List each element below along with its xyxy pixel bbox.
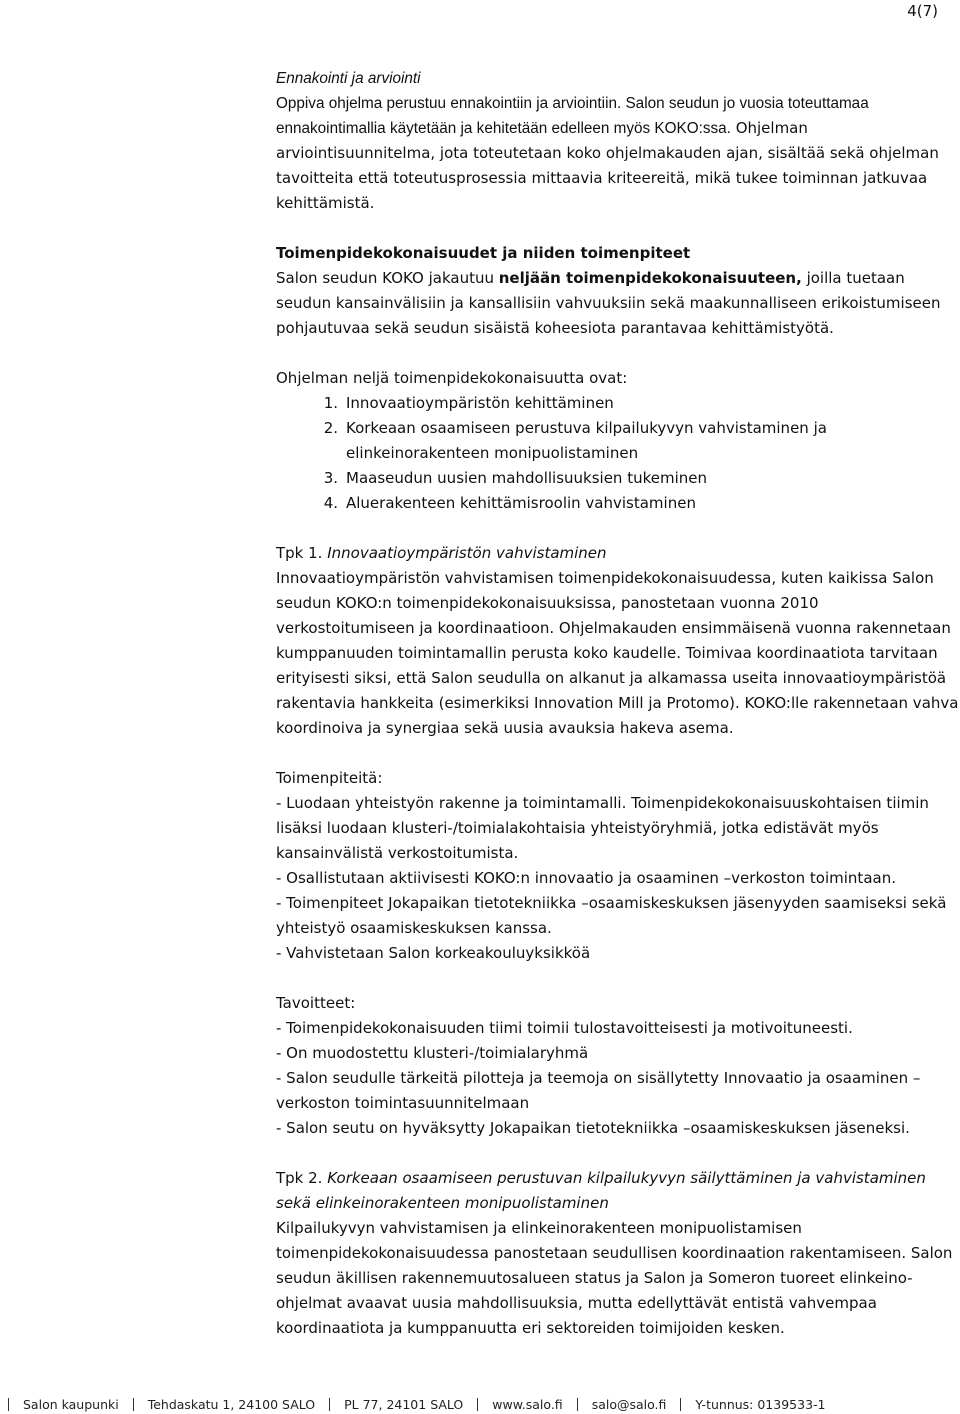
list-number: 4. <box>323 494 338 512</box>
paragraph-text: joilla tuetaan seudun kansainvälisiin ja kansallisiin vahvuuksiin sekä maakunnalliseen erikoistumiseen pohjautuvaa sekä seudun sisäistä koheesiota parantavaa kehittämistyötä. <box>276 269 941 337</box>
page-footer <box>0 1394 960 1414</box>
paragraph <box>276 91 960 216</box>
numbered-list <box>276 391 960 516</box>
bullet-item: - Osallistutaan aktiivisesti KOKO:n innovaatio ja osaaminen –verkoston toimintaan. <box>276 869 896 887</box>
tavoitteet-section <box>276 991 960 1141</box>
footer-item: Salon kaupunki <box>23 1396 119 1412</box>
tpk-title: Innovaatioympäristön vahvistaminen <box>322 544 607 562</box>
tpk-label: Tpk 2. <box>276 1169 323 1187</box>
footer-separator <box>577 1398 578 1411</box>
subheading: Tavoitteet: <box>276 994 356 1012</box>
section-tpk2 <box>276 1166 960 1341</box>
tpk-title: Korkeaan osaamiseen perustuvan kilpailukyvyn säilyttäminen ja vahvistaminen sekä elinkeinorakenteen monipuolistaminen <box>276 1169 926 1212</box>
section-tpk1 <box>276 541 960 741</box>
paragraph <box>276 266 960 341</box>
list-text: Maaseudun uusien mahdollisuuksien tukeminen <box>346 469 707 487</box>
bullet-item: - Toimenpidekokonaisuuden tiimi toimii tulostavoitteisesti ja motivoituneesti. <box>276 1019 853 1037</box>
paragraph-text: Ohjelman arviointisuunnitelma, jota toteutetaan koko ohjelmakauden ajan, sisältää sekä ohjelman tavoitteita että toteutusprosessia mittaavia kriteereitä, mikä tukee toiminnan jatkuvaa kehittämistä. <box>276 119 939 212</box>
section-heading <box>276 541 960 566</box>
section-heading <box>276 1166 960 1216</box>
paragraph: Kilpailukyvyn vahvistamisen ja elinkeinorakenteen monipuolistamisen toimenpidekokonaisuudessa panostetaan seudullisen koordinaation rakentamiseen. Salon seudun äkillisen rakennemuutosalueen status ja Salon ja Someron tuoreet elinkeino-ohjelmat avaavat uusia mahdollisuuksia, mutta edellyttävät entistä vahvempaa koordinaatiota ja kumppanuutta eri sektoreiden toimijoiden kesken. <box>276 1219 953 1337</box>
footer-item: Y-tunnus: 0139533-1 <box>695 1396 826 1412</box>
bullet-item: - Toimenpiteet Jokapaikan tietotekniikka –osaamiskeskuksen jäsenyyden saamiseksi sekä yhteistyö osaamiskeskuksen kanssa. <box>276 894 947 937</box>
section-toimenpidekokonaisuudet <box>276 241 960 341</box>
paragraph-text: Oppiva ohjelma perustuu ennakointiin ja arviointiin. Salon seudun jo vuosia toteuttamaa ennakointimallia käytetään ja kehitetään edelleen myös KOKO:ssa. <box>276 95 869 137</box>
section-heading: Ennakointi ja arviointi <box>276 70 421 87</box>
subheading: Toimenpiteitä: <box>276 769 383 787</box>
page-number: 4(7) <box>907 2 938 20</box>
paragraph: Innovaatioympäristön vahvistamisen toimenpidekokonaisuudessa, kuten kaikissa Salon seudun KOKO:n toimenpidekokonaisuuksissa, panostetaan vuonna 2010 verkostoitumiseen ja koordinaatioon. Ohjelmakauden ensimmäisenä vuonna rakennetaan kumppanuuden toimintamallin perusta koko kaudelle. Toimivaa koordinaatiota tarvitaan erityisesti siksi, että Salon seudulla on alkanut ja alkamassa useita innovaatioympäristöä rakentavia hankkeita (esimerkiksi Innovation Mill ja Protomo). KOKO:lle rakennetaan vahva koordinoiva ja synergiaa sekä uusia avauksia hakeva asema. <box>276 569 959 737</box>
section-ennakointi <box>276 66 960 216</box>
list-text: Innovaatioympäristön kehittäminen <box>346 394 614 412</box>
list-text: Aluerakenteen kehittämisroolin vahvistaminen <box>346 494 696 512</box>
footer-separator <box>680 1398 681 1411</box>
list-item <box>276 416 960 466</box>
document-body <box>276 66 960 1341</box>
bullet-item: - On muodostettu klusteri-/toimialaryhmä <box>276 1044 589 1062</box>
section-heading: Toimenpidekokonaisuudet ja niiden toimenpiteet <box>276 244 691 262</box>
footer-link[interactable]: www.salo.fi <box>492 1396 563 1412</box>
footer-separator <box>133 1398 134 1411</box>
bullet-item: - Vahvistetaan Salon korkeakouluyksikköä <box>276 944 591 962</box>
list-text: Korkeaan osaamiseen perustuva kilpailukyvyn vahvistaminen ja elinkeinorakenteen monipuolistaminen <box>346 419 827 462</box>
list-number: 3. <box>323 469 338 487</box>
footer-item: Tehdaskatu 1, 24100 SALO <box>147 1396 316 1412</box>
list-number: 1. <box>323 394 338 412</box>
footer-link[interactable]: salo@salo.fi <box>591 1396 667 1412</box>
list-item <box>276 491 960 516</box>
paragraph-emphasis: neljään toimenpidekokonaisuuteen, <box>498 269 802 287</box>
toimenpiteet-section <box>276 766 960 966</box>
list-section <box>276 366 960 516</box>
list-intro: Ohjelman neljä toimenpidekokonaisuutta ovat: <box>276 369 628 387</box>
paragraph-text: Salon seudun KOKO jakautuu <box>276 269 499 287</box>
footer-separator <box>329 1398 330 1411</box>
bullet-item: - Salon seutu on hyväksytty Jokapaikan tietotekniikka –osaamiskeskuksen jäseneksi. <box>276 1119 910 1137</box>
list-item <box>276 391 960 416</box>
footer-separator <box>8 1398 9 1411</box>
list-item <box>276 466 960 491</box>
footer-separator <box>477 1398 478 1411</box>
footer-item: PL 77, 24101 SALO <box>344 1396 464 1412</box>
bullet-item: - Salon seudulle tärkeitä pilotteja ja teemoja on sisällytetty Innovaatio ja osaaminen –verkoston toimintasuunnitelmaan <box>276 1069 921 1112</box>
bullet-item: - Luodaan yhteistyön rakenne ja toimintamalli. Toimenpidekokonaisuuskohtaisen tiimin lisäksi luodaan klusteri-/toimialakohtaisia yhteistyöryhmiä, jotka edistävät myös kansainvälistä verkostoitumista. <box>276 794 929 862</box>
tpk-label: Tpk 1. <box>276 544 323 562</box>
list-number: 2. <box>323 419 338 437</box>
